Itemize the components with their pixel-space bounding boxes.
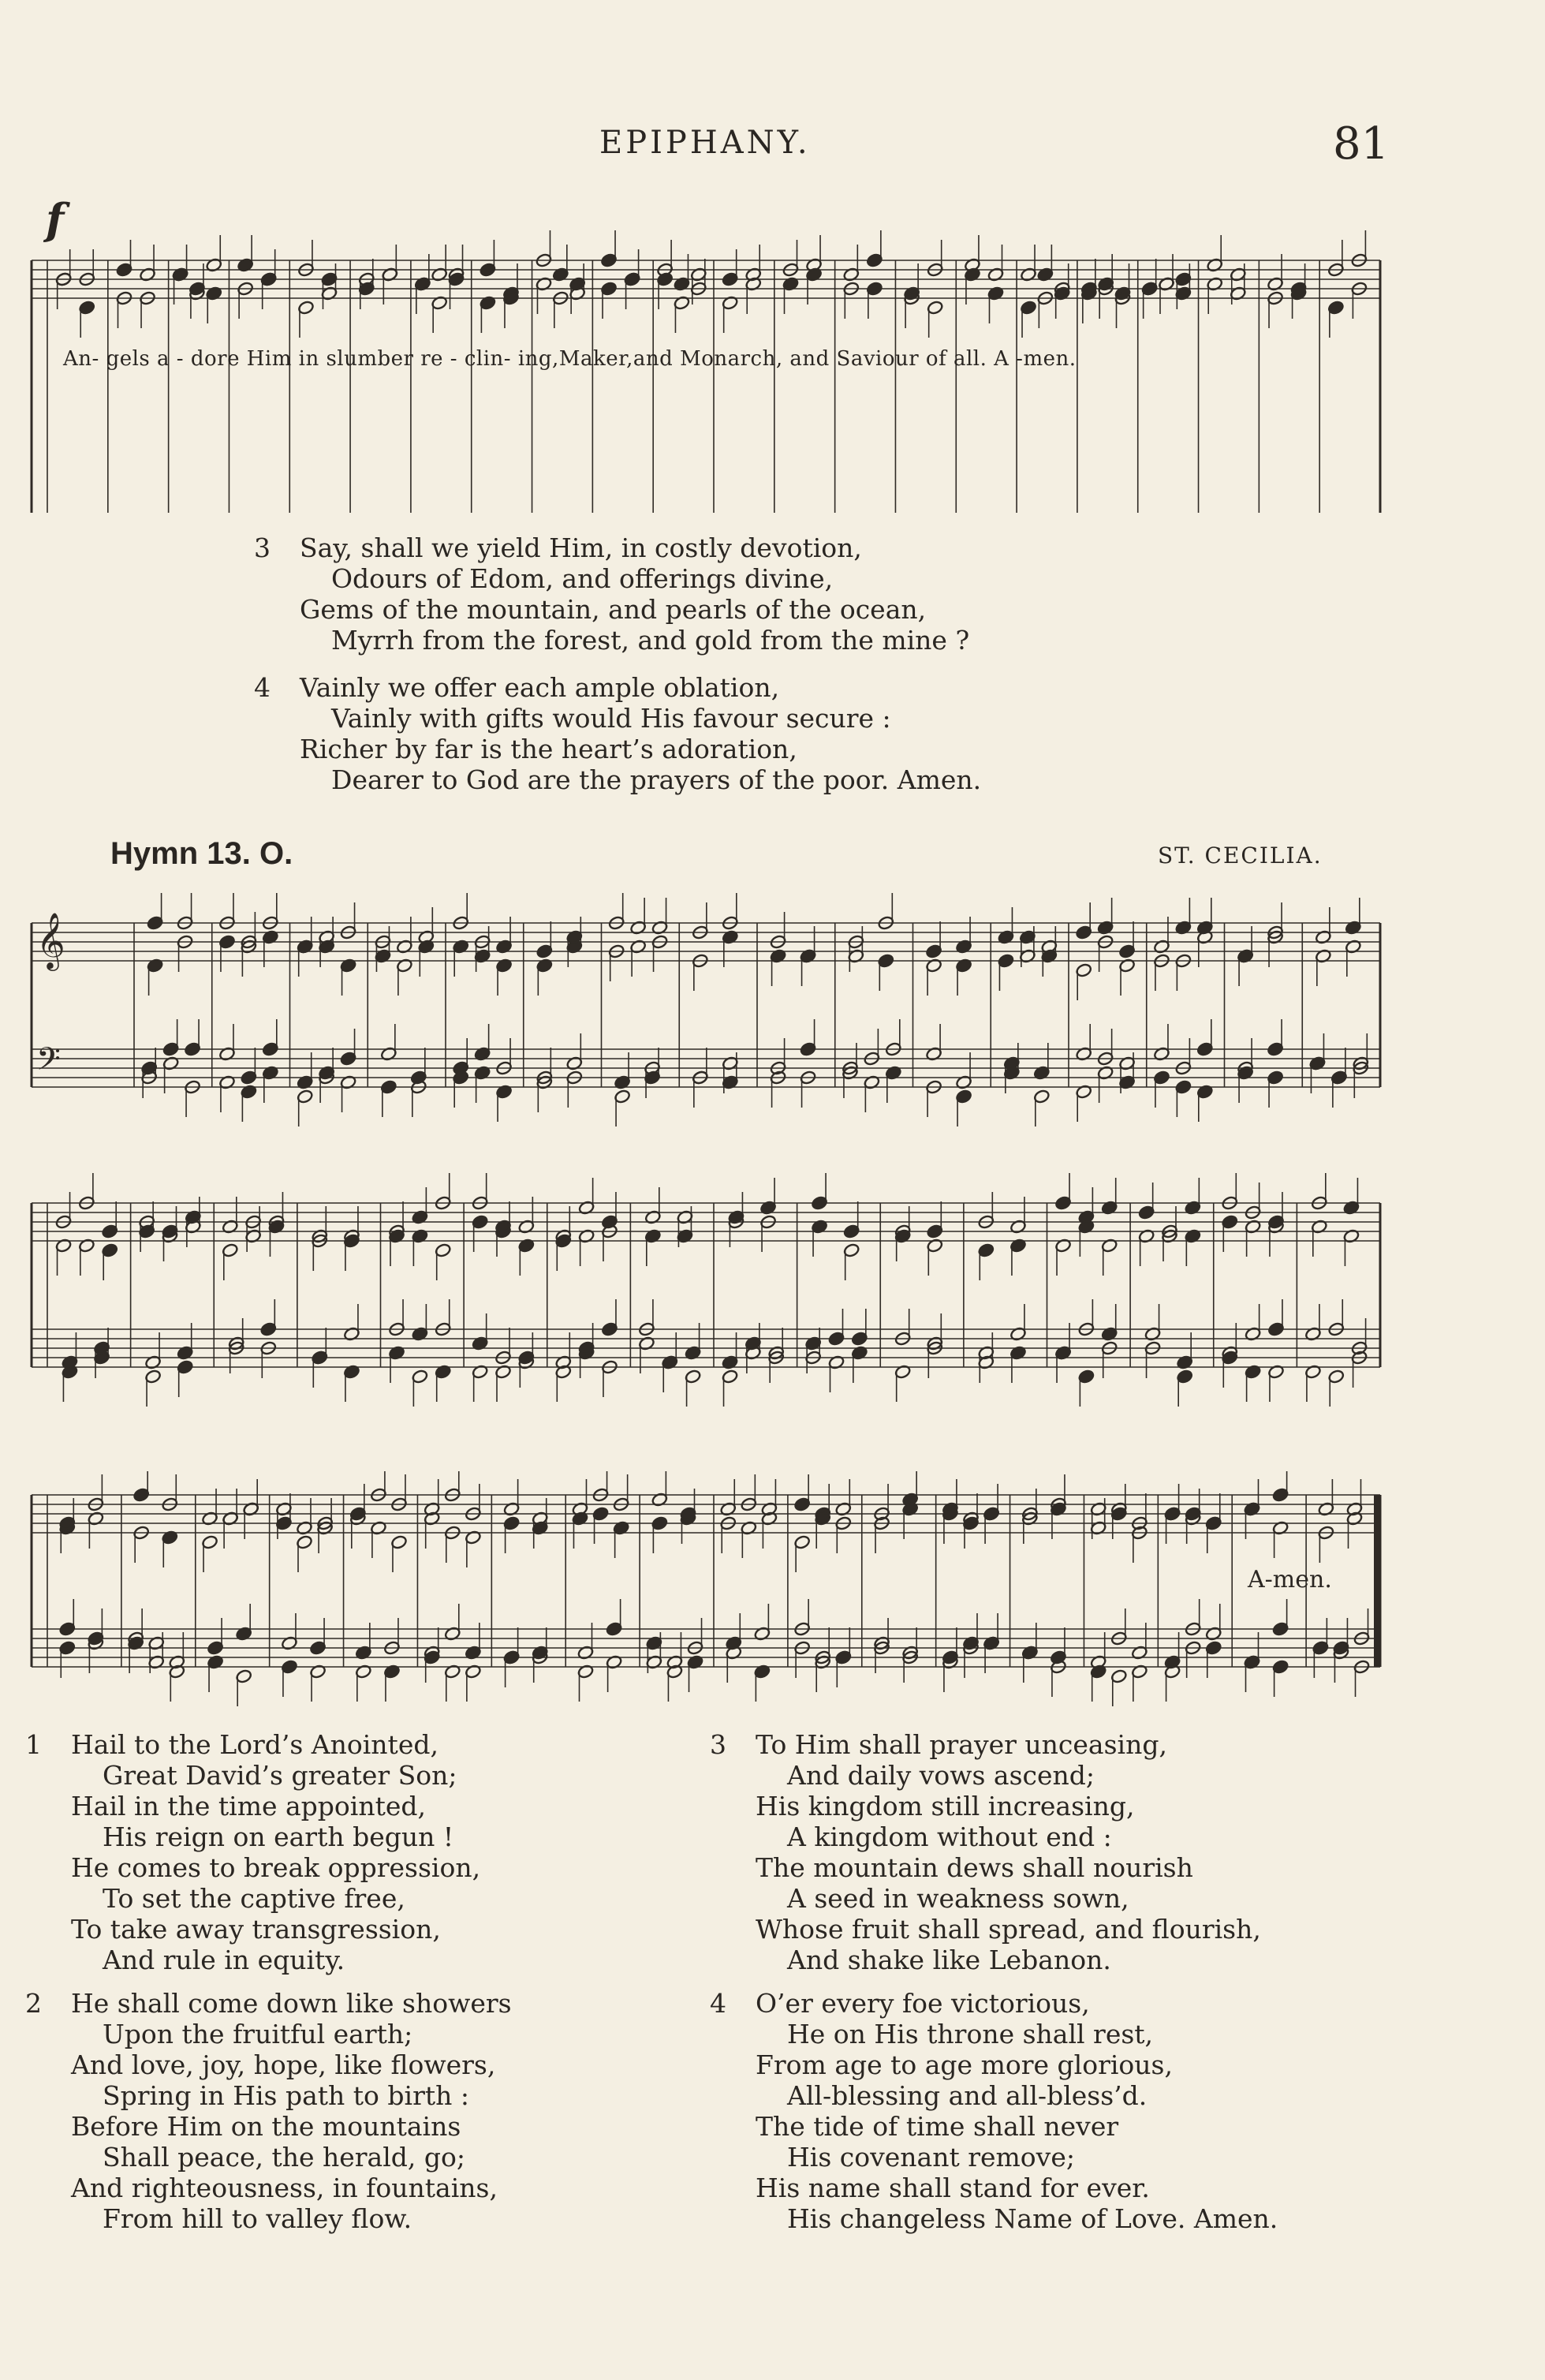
grand-staff-1 bbox=[24, 884, 1388, 1136]
music-system-1 bbox=[24, 884, 1388, 1136]
stanza-number: 3 bbox=[710, 1729, 726, 1760]
verse-line: To set the captive free, bbox=[103, 1883, 405, 1914]
verse-line: Spring in His path to birth : bbox=[103, 2080, 469, 2111]
grand-staff-2 bbox=[24, 1164, 1388, 1416]
running-head bbox=[0, 118, 1545, 174]
verse-line: Dearer to God are the prayers of the poor. Amen. bbox=[331, 764, 982, 795]
stanza-3 bbox=[710, 1729, 1261, 1975]
music-system-2 bbox=[24, 1164, 1388, 1416]
verse-line: All-blessing and all-bless’d. bbox=[787, 2080, 1148, 2111]
verse-line: Shall peace, the herald, go; bbox=[103, 2142, 465, 2173]
verse-line: O’er every foe victorious, bbox=[756, 1988, 1090, 2019]
verse-line: Richer by far is the heart’s adoration, bbox=[300, 734, 797, 764]
final-barline bbox=[1374, 1495, 1380, 1667]
stanza-number: 2 bbox=[25, 1988, 42, 2019]
page-number: 81 bbox=[1333, 118, 1390, 170]
verse-line: His name shall stand for ever. bbox=[756, 2173, 1150, 2203]
lyric-line: An- gels a - dore Him in slumber re - clin- ing,Maker,and Monarch, and Saviour of all. A -men. bbox=[63, 347, 1077, 371]
music-system-3 bbox=[24, 1471, 1388, 1724]
dynamic-forte-mark: f bbox=[46, 194, 65, 245]
verse-line: Before Him on the mountains bbox=[71, 2111, 461, 2142]
stanza-2 bbox=[25, 1988, 512, 2234]
stanza-number: 4 bbox=[254, 672, 271, 703]
stanza-number: 3 bbox=[254, 532, 271, 563]
stanza-4 bbox=[710, 1988, 1278, 2234]
verse-line: And love, joy, hope, like flowers, bbox=[71, 2049, 496, 2080]
verse-line: Hail in the time appointed, bbox=[71, 1791, 427, 1821]
verse-line: Vainly with gifts would His favour secure : bbox=[331, 703, 891, 734]
verse-line: He comes to break oppression, bbox=[71, 1852, 481, 1883]
running-title: EPIPHANY. bbox=[599, 125, 811, 161]
verse-line: He shall come down like showers bbox=[71, 1988, 512, 2019]
stanza-1 bbox=[25, 1729, 481, 1975]
stanza-4-top bbox=[254, 672, 982, 795]
verse-line: A seed in weakness sown, bbox=[787, 1883, 1129, 1914]
amen-label: A-men. bbox=[1248, 1566, 1332, 1594]
stanza-number: 4 bbox=[710, 1988, 726, 2019]
verse-line: And shake like Lebanon. bbox=[787, 1945, 1111, 1975]
treble-clef-icon: 𝄞 bbox=[36, 911, 65, 970]
verse-line: Myrrh from the forest, and gold from the mine ? bbox=[331, 625, 970, 656]
verse-line: Great David’s greater Son; bbox=[103, 1760, 457, 1791]
verse-line: Say, shall we yield Him, in costly devotion, bbox=[300, 532, 862, 563]
verse-line: The tide of time shall never bbox=[756, 2111, 1119, 2142]
verse-line: His reign on earth begun ! bbox=[103, 1821, 454, 1852]
verse-line: And rule in equity. bbox=[103, 1945, 345, 1975]
verse-line: His covenant remove; bbox=[787, 2142, 1075, 2173]
verse-line: Odours of Edom, and offerings divine, bbox=[331, 563, 834, 594]
verse-line: His changeless Name of Love. Amen. bbox=[787, 2203, 1278, 2234]
verse-line: Upon the fruitful earth; bbox=[103, 2019, 413, 2049]
verse-line: To Him shall prayer unceasing, bbox=[756, 1729, 1167, 1760]
verse-line: And righteousness, in fountains, bbox=[71, 2173, 498, 2203]
verse-line: Whose fruit shall spread, and flourish, bbox=[756, 1914, 1261, 1945]
bass-clef-icon: 𝄢 bbox=[36, 1041, 61, 1085]
verse-line: Vainly we offer each ample oblation, bbox=[300, 672, 780, 703]
verse-line: A kingdom without end : bbox=[787, 1821, 1112, 1852]
verse-line: From hill to valley flow. bbox=[103, 2203, 412, 2234]
verse-line: To take away transgression, bbox=[71, 1914, 441, 1945]
verse-line: His kingdom still increasing, bbox=[756, 1791, 1135, 1821]
stanza-3-top bbox=[254, 532, 970, 656]
verse-line: He on His throne shall rest, bbox=[787, 2019, 1154, 2049]
hymn-heading: Hymn 13. O. bbox=[110, 836, 293, 871]
verse-line: Hail to the Lord’s Anointed, bbox=[71, 1729, 438, 1760]
verse-line: Gems of the mountain, and pearls of the ocean, bbox=[300, 594, 927, 625]
stanza-number: 1 bbox=[25, 1729, 42, 1760]
tune-name: ST. CECILIA. bbox=[1158, 843, 1323, 869]
verse-line: And daily vows ascend; bbox=[787, 1760, 1095, 1791]
verse-line: From age to age more glorious, bbox=[756, 2049, 1173, 2080]
verse-line: The mountain dews shall nourish bbox=[756, 1852, 1193, 1883]
grand-staff-3 bbox=[24, 1471, 1388, 1724]
